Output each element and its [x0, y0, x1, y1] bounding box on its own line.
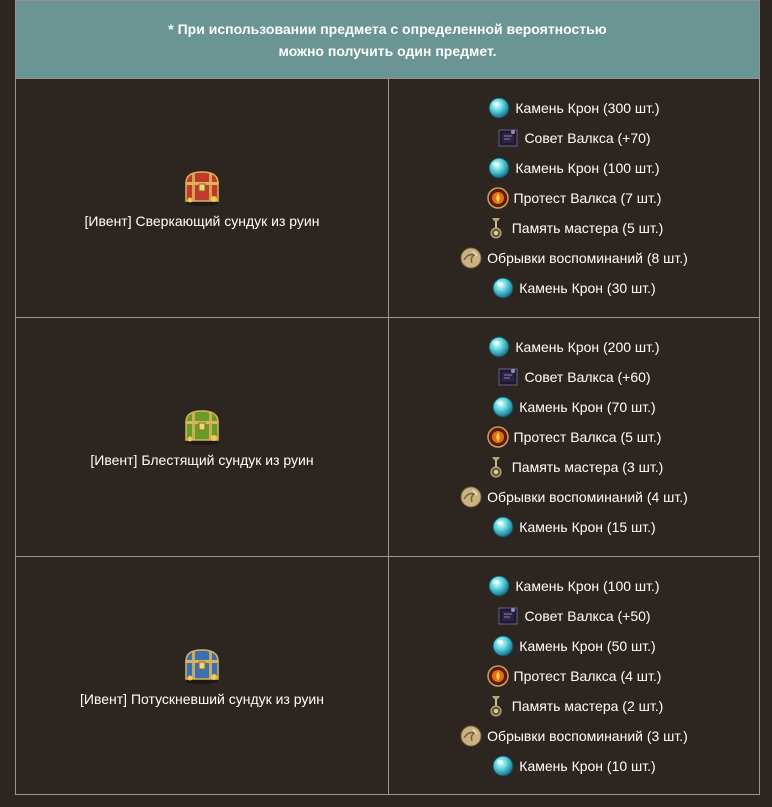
chest-name: [Ивент] Блестящий сундук из руин [90, 452, 314, 468]
rewards-cell [389, 79, 759, 317]
table-body [16, 79, 759, 795]
green-chest-icon [182, 406, 222, 446]
reward-item [485, 691, 664, 721]
reward-label: Камень Крон (200 шт.) [515, 339, 660, 355]
crown-stone-icon [492, 396, 514, 418]
reward-label: Протест Валкса (7 шт.) [513, 190, 662, 206]
crown-stone-icon [492, 277, 514, 299]
master-memory-icon [485, 456, 507, 478]
reward-label: Память мастера (3 шт.) [511, 459, 664, 475]
reward-label: Камень Крон (100 шт.) [515, 160, 660, 176]
memory-fragment-icon [460, 486, 482, 508]
reward-item [497, 362, 650, 392]
reward-item [497, 601, 650, 631]
crown-stone-icon [488, 157, 510, 179]
reward-label: Память мастера (2 шт.) [511, 698, 664, 714]
crown-stone-icon [492, 635, 514, 657]
reward-label: Память мастера (5 шт.) [511, 220, 664, 236]
crown-stone-icon [488, 97, 510, 119]
crown-stone-icon [488, 336, 510, 358]
reward-label: Камень Крон (300 шт.) [515, 100, 660, 116]
reward-label: Протест Валкса (5 шт.) [513, 429, 662, 445]
valks-advice-icon [497, 127, 519, 149]
chest-cell [16, 557, 389, 795]
reward-table [15, 0, 760, 795]
blue-chest-icon [182, 645, 222, 685]
reward-item [487, 661, 662, 691]
table-row [16, 79, 759, 318]
reward-label: Обрывки воспоминаний (3 шт.) [487, 728, 688, 744]
red-gold-chest-icon [182, 167, 222, 207]
reward-item [492, 512, 655, 542]
rewards-cell [389, 557, 759, 795]
master-memory-icon [485, 695, 507, 717]
reward-label: Совет Валкса (+70) [524, 130, 651, 146]
reward-item [492, 751, 655, 781]
reward-item [487, 422, 662, 452]
table-row [16, 318, 759, 557]
reward-item [460, 243, 688, 273]
crown-stone-icon [492, 755, 514, 777]
valks-protest-icon [487, 665, 509, 687]
reward-item [488, 332, 659, 362]
reward-label: Совет Валкса (+50) [524, 608, 651, 624]
reward-item [485, 452, 664, 482]
reward-label: Обрывки воспоминаний (4 шт.) [487, 489, 688, 505]
reward-label: Камень Крон (70 шт.) [519, 399, 656, 415]
reward-item [492, 631, 655, 661]
reward-item [497, 123, 650, 153]
reward-item [488, 153, 659, 183]
reward-label: Камень Крон (10 шт.) [519, 758, 656, 774]
memory-fragment-icon [460, 247, 482, 269]
valks-protest-icon [487, 187, 509, 209]
reward-item [487, 183, 662, 213]
valks-advice-icon [497, 605, 519, 627]
reward-label: Протест Валкса (4 шт.) [513, 668, 662, 684]
reward-item [488, 571, 659, 601]
reward-item [492, 273, 655, 303]
valks-advice-icon [497, 366, 519, 388]
reward-label: Камень Крон (15 шт.) [519, 519, 656, 535]
reward-item [485, 213, 664, 243]
reward-item [488, 93, 659, 123]
reward-label: Обрывки воспоминаний (8 шт.) [487, 250, 688, 266]
master-memory-icon [485, 217, 507, 239]
reward-item [492, 392, 655, 422]
reward-label: Камень Крон (30 шт.) [519, 280, 656, 296]
table-row [16, 557, 759, 795]
reward-label: Камень Крон (50 шт.) [519, 638, 656, 654]
chest-cell [16, 79, 389, 317]
reward-item [460, 721, 688, 751]
chest-cell [16, 318, 389, 556]
header-line-1: * При использовании предмета с определенной вероятностью [168, 20, 607, 37]
reward-label: Совет Валкса (+60) [524, 369, 651, 385]
reward-item [460, 482, 688, 512]
memory-fragment-icon [460, 725, 482, 747]
reward-label: Камень Крон (100 шт.) [515, 578, 660, 594]
valks-protest-icon [487, 426, 509, 448]
header-line-2: можно получить один предмет. [278, 42, 497, 59]
crown-stone-icon [492, 516, 514, 538]
chest-name: [Ивент] Сверкающий сундук из руин [84, 213, 320, 229]
chest-name: [Ивент] Потускневший сундук из руин [80, 691, 324, 707]
crown-stone-icon [488, 575, 510, 597]
table-header [16, 1, 759, 79]
rewards-cell [389, 318, 759, 556]
